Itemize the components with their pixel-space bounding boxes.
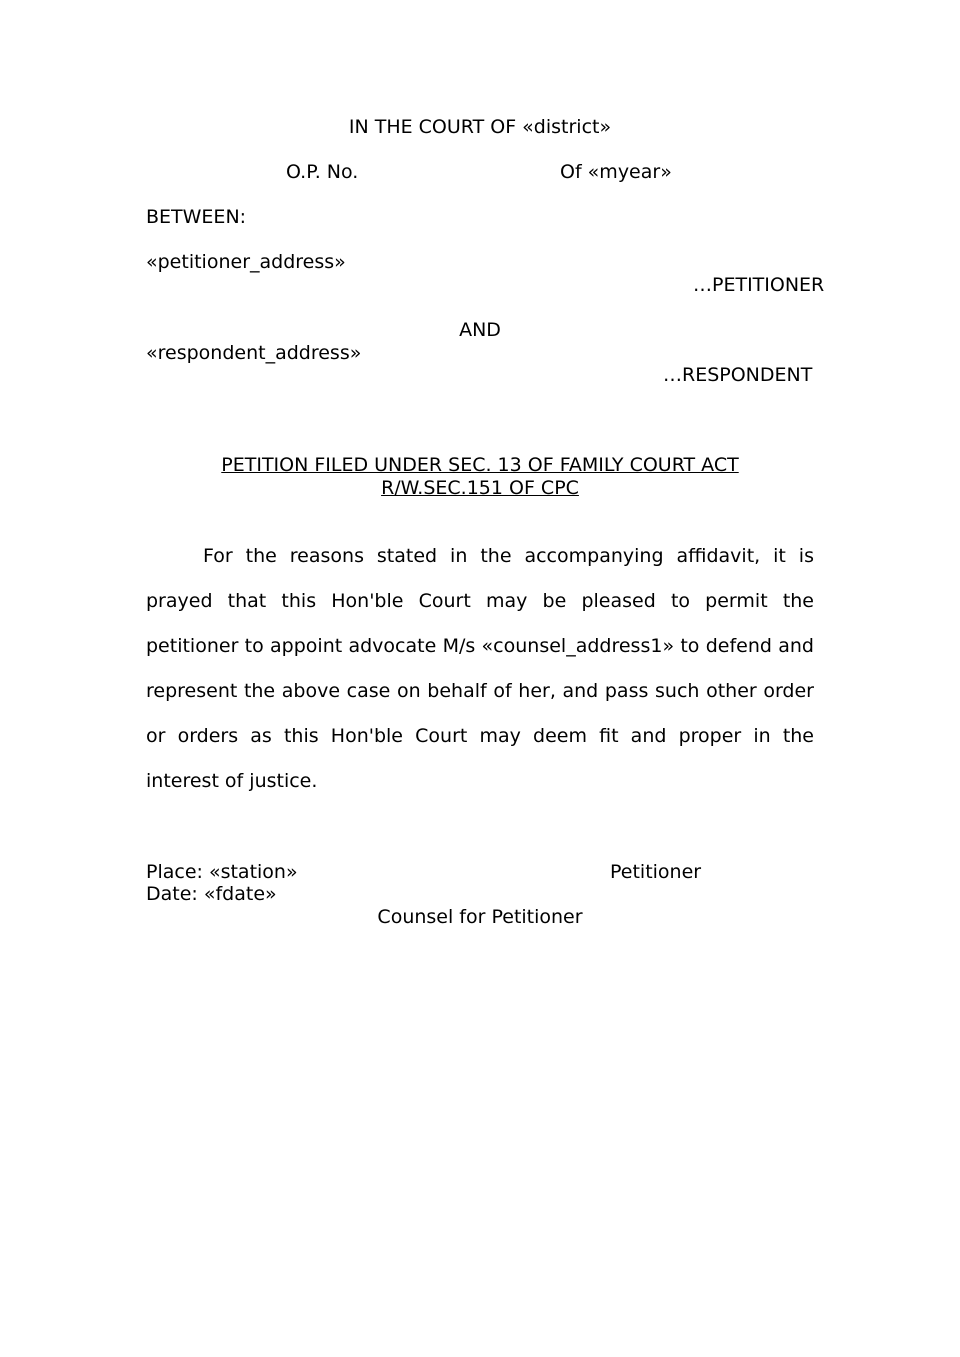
case-year: Of «myear»: [560, 161, 672, 183]
petition-heading-line1: PETITION FILED UNDER SEC. 13 OF FAMILY COURT ACT: [221, 454, 739, 476]
petitioner-signature-label: Petitioner: [610, 861, 702, 883]
petitioner-label: …PETITIONER: [693, 274, 825, 296]
op-number-label: O.P. No.: [286, 161, 359, 183]
petition-body-paragraph: For the reasons stated in the accompanying affidavit, it is prayed that this Hon'ble Court may be pleased to permit the petitioner to appoint advocate M/s «counsel_address1» to defend and represent the above case on behalf of her, and pass such other order or orders as this Hon'ble Court may deem fit and proper in the interest of justice.: [146, 545, 814, 792]
petition-heading-line2: R/W.SEC.151 OF CPC: [381, 477, 579, 499]
respondent-label: …RESPONDENT: [663, 364, 813, 386]
respondent-address: «respondent_address»: [146, 342, 362, 364]
date-line: Date: «fdate»: [146, 883, 277, 905]
counsel-signature-label: Counsel for Petitioner: [377, 906, 583, 928]
petitioner-address: «petitioner_address»: [146, 251, 346, 273]
court-title: IN THE COURT OF «district»: [348, 116, 612, 138]
place-line: Place: «station»: [146, 861, 298, 883]
between-label: BETWEEN:: [146, 206, 247, 228]
and-separator: AND: [459, 319, 501, 341]
